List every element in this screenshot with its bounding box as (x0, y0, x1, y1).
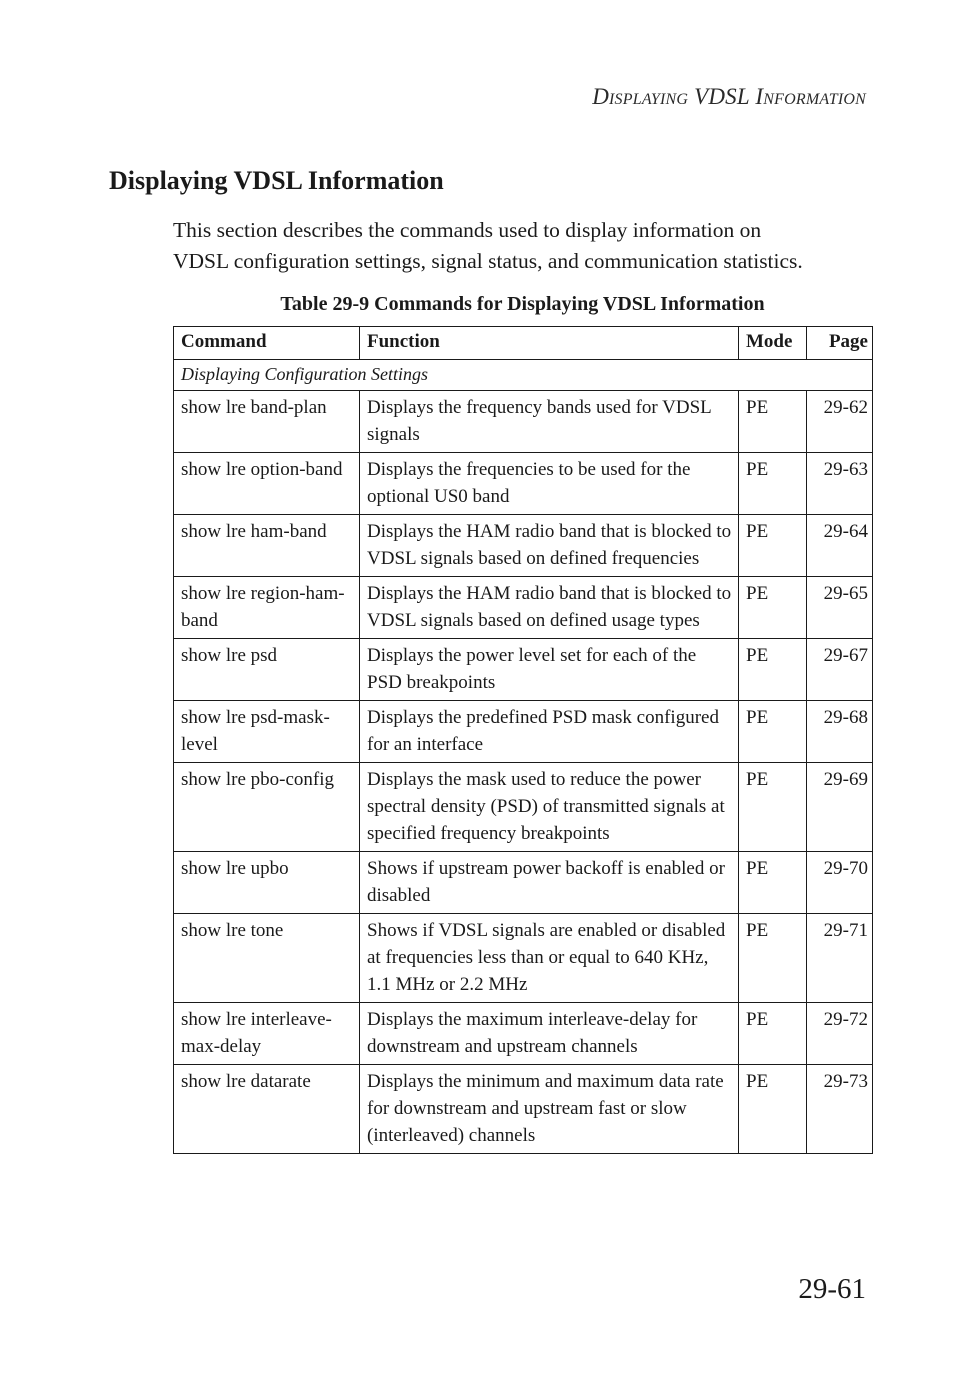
cell-command: show lre band-plan (174, 391, 360, 453)
cell-command: show lre datarate (174, 1065, 360, 1154)
cell-mode: PE (739, 914, 807, 1003)
table-row (174, 1003, 873, 1065)
cell-mode: PE (739, 391, 807, 453)
cell-function: Displays the mask used to reduce the power spectral density (PSD) of transmitted signals at specified frequency breakpoints (360, 763, 739, 852)
section-title: Displaying VDSL Information (109, 166, 444, 195)
cell-command: show lre pbo-config (174, 763, 360, 852)
cell-function: Displays the frequencies to be used for the optional US0 band (360, 453, 739, 515)
cell-function: Shows if VDSL signals are enabled or disabled at frequencies less than or equal to 640 KHz, 1.1 MHz or 2.2 MHz (360, 914, 739, 1003)
section-intro (173, 215, 873, 277)
cell-mode: PE (739, 577, 807, 639)
commands-table (173, 326, 873, 1154)
cell-page: 29-65 (807, 577, 873, 639)
cell-function: Shows if upstream power backoff is enabled or disabled (360, 852, 739, 914)
cell-mode: PE (739, 701, 807, 763)
cell-mode: PE (739, 763, 807, 852)
table-caption: Table 29-9 Commands for Displaying VDSL Information (280, 293, 765, 315)
cell-page: 29-63 (807, 453, 873, 515)
cell-command: show lre region-ham-band (174, 577, 360, 639)
group-label: Displaying Configuration Settings (174, 360, 873, 391)
table-row (174, 1065, 873, 1154)
cell-page: 29-73 (807, 1065, 873, 1154)
cell-mode: PE (739, 1065, 807, 1154)
cell-mode: PE (739, 852, 807, 914)
cell-page: 29-62 (807, 391, 873, 453)
cell-mode: PE (739, 639, 807, 701)
cell-page: 29-71 (807, 914, 873, 1003)
header-function: Function (360, 327, 739, 360)
cell-page: 29-64 (807, 515, 873, 577)
header-page: Page (807, 327, 873, 360)
table-row (174, 701, 873, 763)
cell-function: Displays the frequency bands used for VDSL signals (360, 391, 739, 453)
cell-page: 29-67 (807, 639, 873, 701)
cell-page: 29-72 (807, 1003, 873, 1065)
cell-mode: PE (739, 1003, 807, 1065)
cell-command: show lre ham-band (174, 515, 360, 577)
header-command: Command (174, 327, 360, 360)
cell-mode: PE (739, 453, 807, 515)
cell-function: Displays the maximum interleave-delay for downstream and upstream channels (360, 1003, 739, 1065)
cell-function: Displays the HAM radio band that is blocked to VDSL signals based on defined usage types (360, 577, 739, 639)
intro-line-1: This section describes the commands used to display information on (173, 218, 762, 242)
cell-page: 29-70 (807, 852, 873, 914)
table-row (174, 763, 873, 852)
cell-command: show lre psd-mask-level (174, 701, 360, 763)
table-header-row (174, 327, 873, 360)
header-mode: Mode (739, 327, 807, 360)
cell-mode: PE (739, 515, 807, 577)
table-row (174, 914, 873, 1003)
cell-command: show lre tone (174, 914, 360, 1003)
cell-command: show lre psd (174, 639, 360, 701)
cell-function: Displays the predefined PSD mask configured for an interface (360, 701, 739, 763)
cell-command: show lre upbo (174, 852, 360, 914)
table-row (174, 577, 873, 639)
cell-page: 29-68 (807, 701, 873, 763)
cell-function: Displays the power level set for each of the PSD breakpoints (360, 639, 739, 701)
table-row (174, 639, 873, 701)
table-row (174, 391, 873, 453)
running-header: Displaying VDSL Information (592, 84, 866, 109)
cell-function: Displays the minimum and maximum data rate for downstream and upstream fast or slow (interleaved) channels (360, 1065, 739, 1154)
cell-page: 29-69 (807, 763, 873, 852)
page-number: 29-61 (798, 1273, 866, 1305)
group-row (174, 360, 873, 391)
cell-function: Displays the HAM radio band that is blocked to VDSL signals based on defined frequencies (360, 515, 739, 577)
table-row (174, 852, 873, 914)
table-row (174, 453, 873, 515)
intro-line-2: VDSL configuration settings, signal status, and communication statistics. (173, 249, 803, 273)
table-row (174, 515, 873, 577)
cell-command: show lre option-band (174, 453, 360, 515)
cell-command: show lre interleave-max-delay (174, 1003, 360, 1065)
